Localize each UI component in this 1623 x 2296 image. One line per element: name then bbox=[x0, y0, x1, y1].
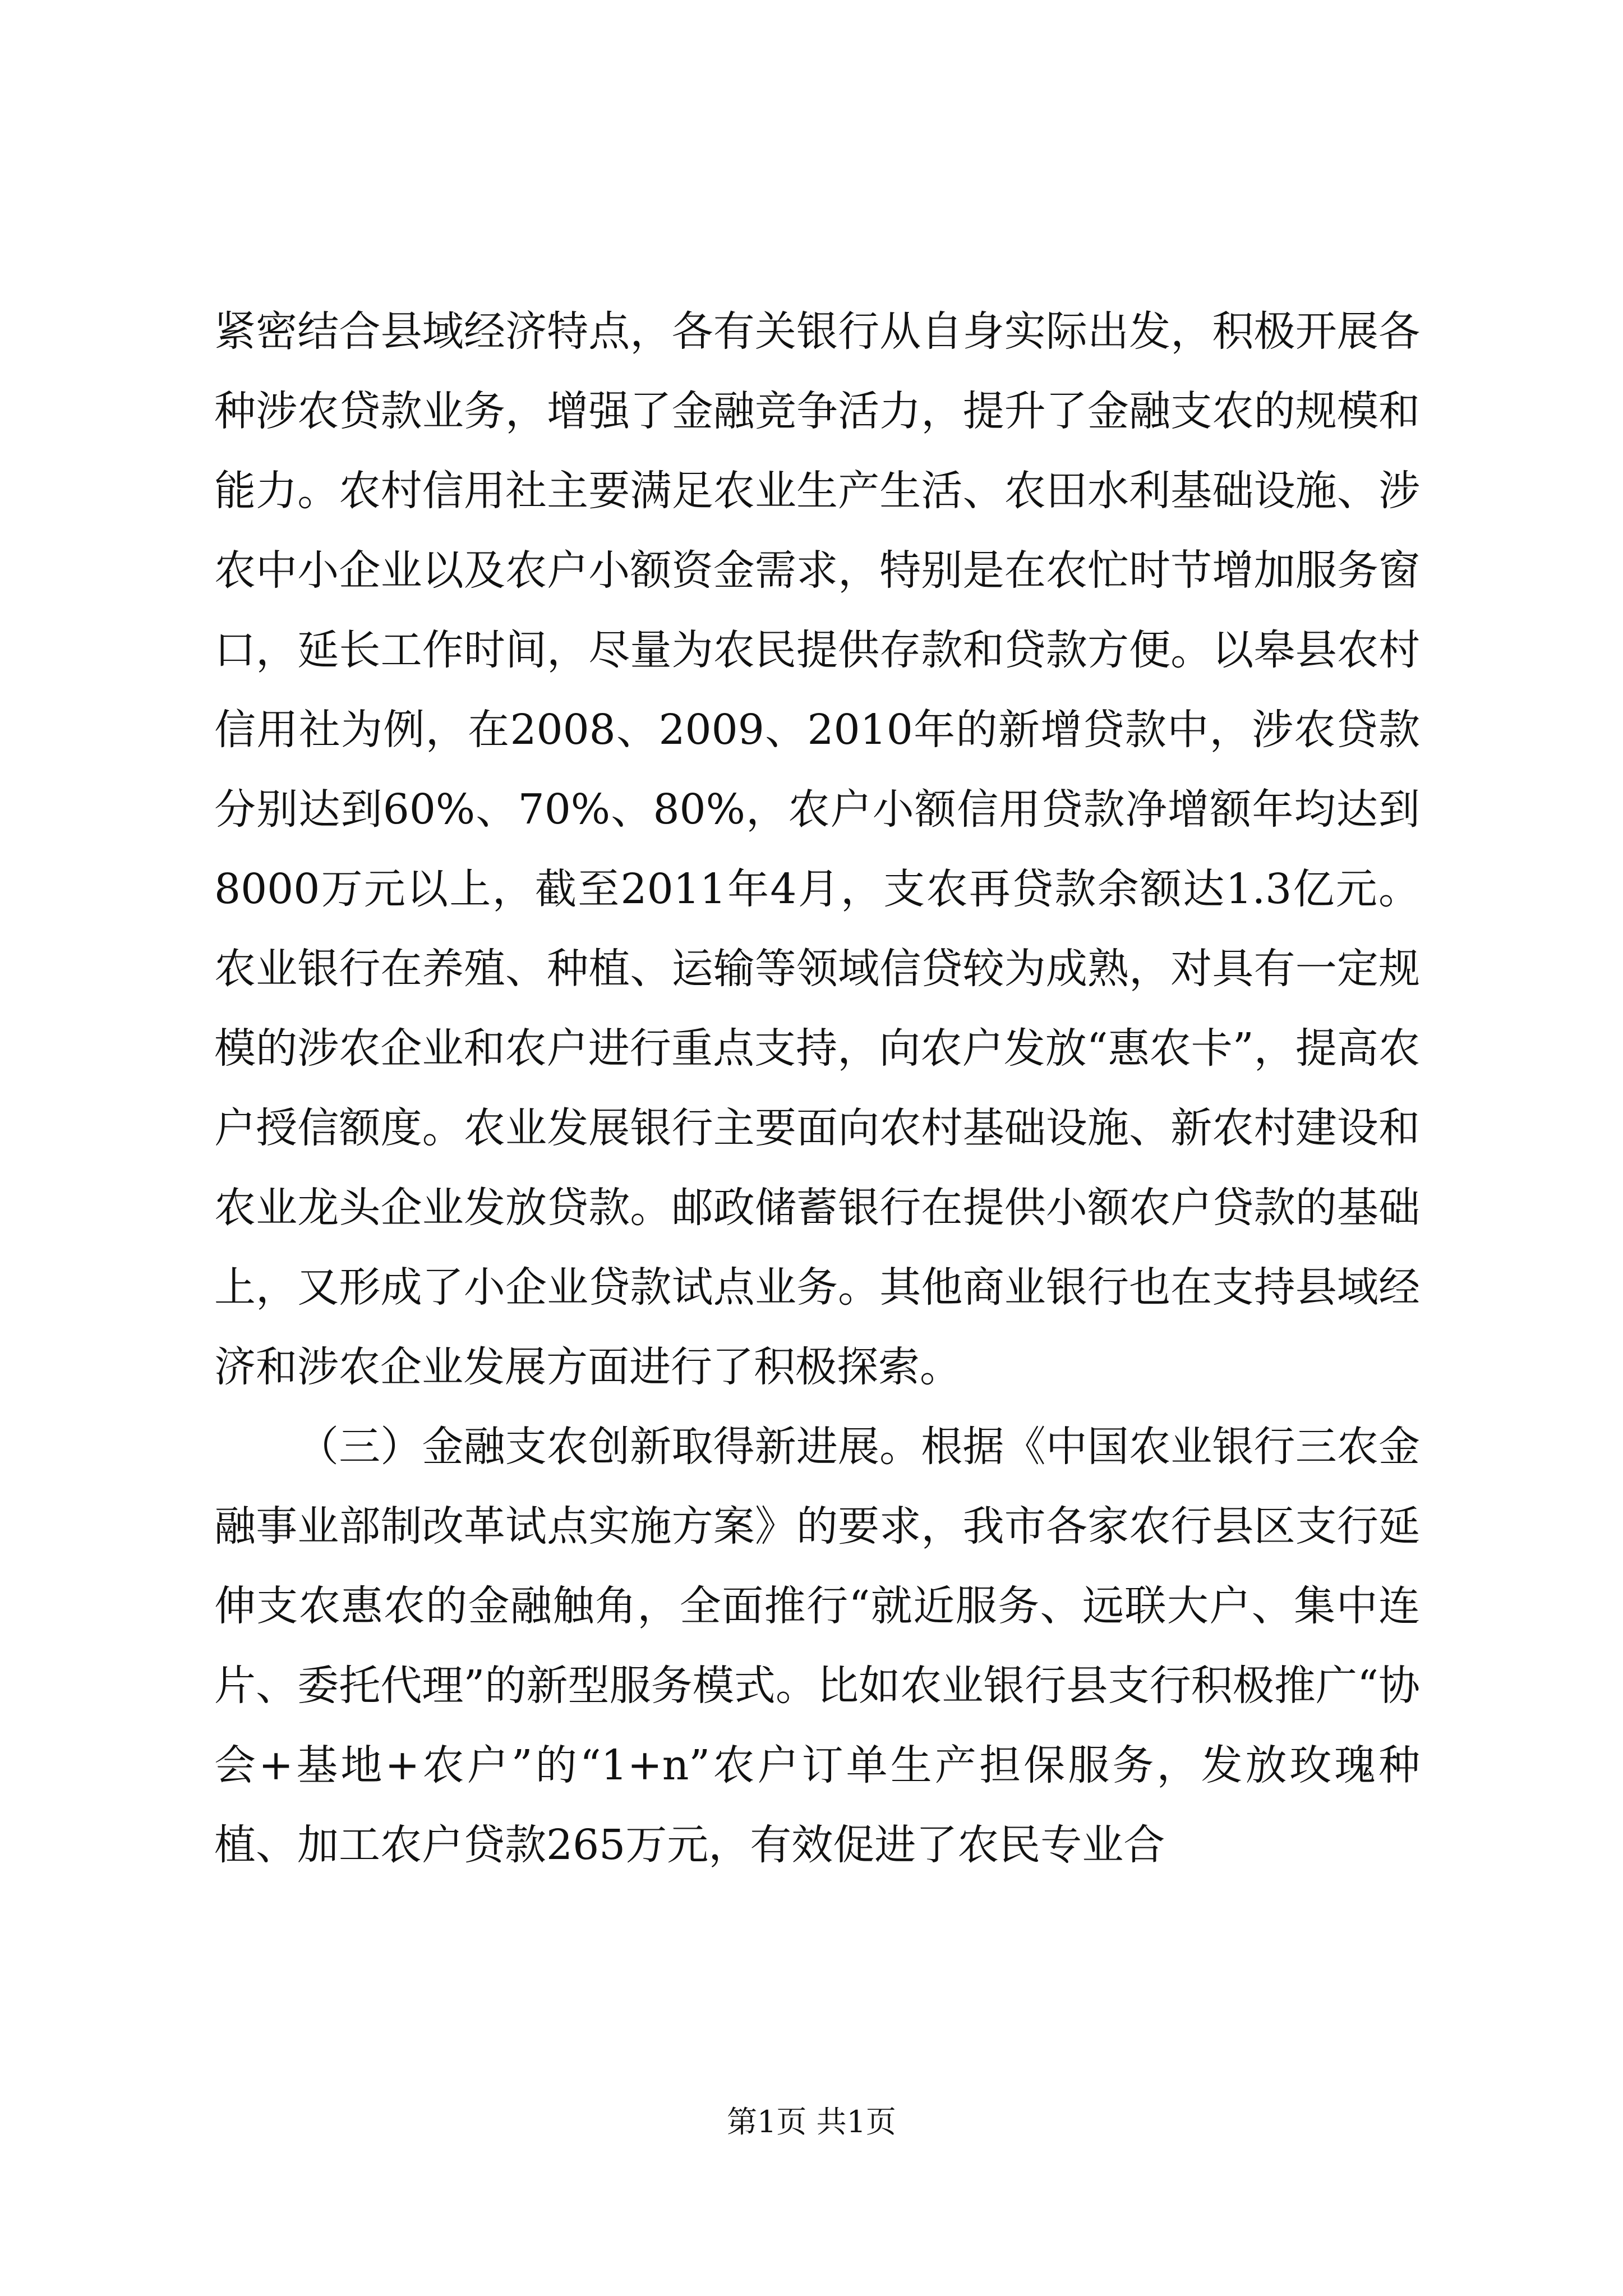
paragraph-section-three: （三）金融支农创新取得新进展。根据《中国农业银行三农金融事业部制改革试点实施方案》的要求，我市各家农行县区支行延伸支农惠农的金融触角，全面推行“就近服务、远联大户、集中连片、委托代理”的新型服务模式。比如农业银行县支行积极推广“协会+基地+农户”的“1+n”农户订单生产担保服务，发放玫瑰种植、加工农户贷款265万元，有效促进了农民专业合 bbox=[214, 1423, 1420, 1869]
paragraph-continued: 紧密结合县域经济特点，各有关银行从自身实际出发，积极开展各种涉农贷款业务，增强了金融竞争活力，提升了金融支农的规模和能力。农村信用社主要满足农业生产生活、农田水利基础设施、涉农中小企业以及农户小额资金需求，特别是在农忙时节增加服务窗口，延长工作时间，尽量为农民提供存款和贷款方便。以皋县农村信用社为例，在2008、2009、2010年的新增贷款中，涉农贷款分别达到60%、70%、80%，农户小额信用贷款净增额年均达到8000万元以上，截至2011年4月，支农再贷款余额达1.3亿元。农业银行在养殖、种植、运输等领域信贷较为成熟，对具有一定规模的涉农企业和农户进行重点支持，向农户发放“惠农卡”，提高农户授信额度。农业发展银行主要面向农村基础设施、新农村建设和农业龙头企业发放贷款。邮政储蓄银行在提供小额农户贷款的基础上，又形成了小企业贷款试点业务。其他商业银行也在支持县域经济和涉农企业发展方面进行了积极探索。 bbox=[214, 307, 1420, 1391]
document-body bbox=[214, 292, 1420, 1885]
page-footer: 第1页 共1页 bbox=[727, 2104, 896, 2139]
